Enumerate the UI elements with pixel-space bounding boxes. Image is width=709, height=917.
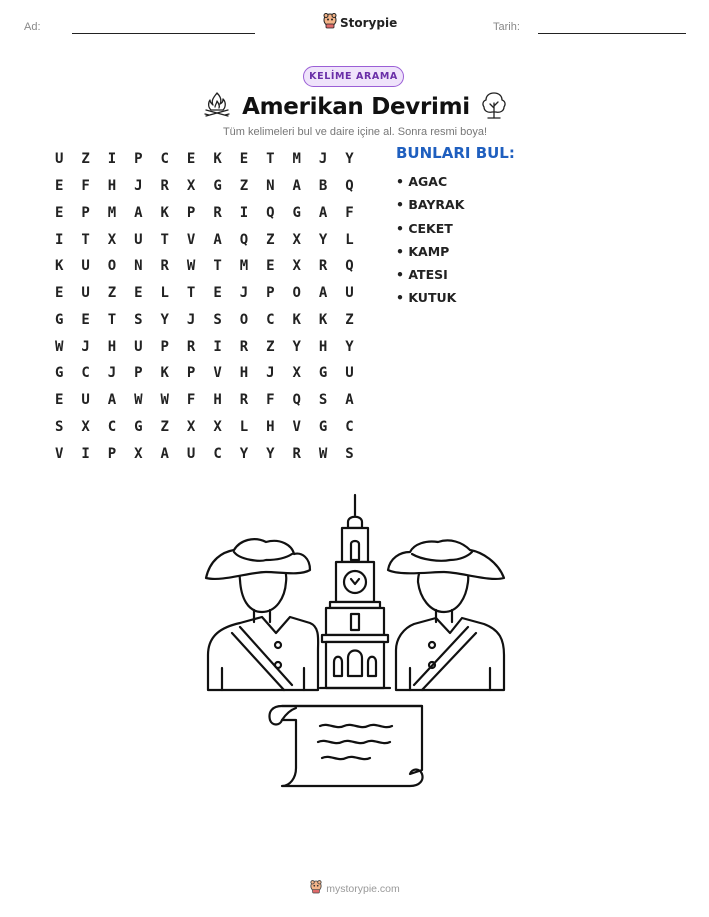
grid-letter[interactable]: L [239,418,249,435]
grid-row [46,146,363,173]
grid-letter[interactable]: Y [318,231,328,248]
date-field-line[interactable] [538,33,686,34]
grid-row [46,440,363,467]
grid-letter[interactable]: V [186,231,196,248]
grid-letter[interactable]: E [266,258,275,275]
grid-letter[interactable]: F [266,392,275,409]
grid-row [46,333,363,360]
grid-letter[interactable]: M [292,151,301,168]
grid-letter[interactable]: J [266,365,275,382]
grid-letter[interactable]: P [186,204,196,221]
grid-letter[interactable]: L [345,231,354,248]
grid-letter[interactable]: M [107,204,117,221]
grid-letter[interactable]: F [81,178,90,195]
brand-logo [323,13,397,32]
name-field-line[interactable] [72,33,255,34]
grid-letter[interactable]: G [318,365,328,382]
grid-letter[interactable]: S [345,445,354,462]
grid-letter[interactable]: U [186,445,196,462]
grid-letter[interactable]: V [213,365,222,382]
grid-letter[interactable]: Z [107,285,117,302]
coloring-illustration [200,490,510,799]
grid-letter[interactable]: K [54,258,64,275]
grid-letter[interactable]: Y [292,338,301,355]
grid-letter[interactable]: X [81,418,90,435]
grid-letter[interactable]: R [160,178,169,195]
grid-letter[interactable]: R [213,204,222,221]
grid-letter[interactable]: O [107,258,117,275]
grid-letter[interactable]: P [266,285,275,302]
grid-letter[interactable]: U [81,392,90,409]
grid-letter[interactable]: S [134,311,143,328]
grid-letter[interactable]: W [160,392,169,409]
grid-letter[interactable]: A [318,204,328,221]
grid-letter[interactable]: Q [266,204,275,221]
grid-letter[interactable]: Z [266,231,275,248]
grid-letter[interactable]: C [266,311,275,328]
word-item: • ATESI [396,267,448,283]
grid-row [46,414,363,441]
grid-letter[interactable]: X [292,365,301,382]
grid-letter[interactable]: N [266,178,275,195]
grid-row [46,360,363,387]
grid-letter[interactable]: Z [345,311,354,328]
grid-letter[interactable]: A [318,285,328,302]
grid-letter[interactable]: A [107,392,117,409]
grid-letter[interactable]: P [107,445,117,462]
grid-letter[interactable]: S [318,392,328,409]
storypie-mascot-icon [323,13,337,32]
storypie-mascot-icon [310,879,322,898]
grid-letter[interactable]: C [107,418,117,435]
grid-letter[interactable]: Q [239,231,249,248]
grid-letter[interactable]: V [54,445,64,462]
grid-letter[interactable]: G [54,311,64,328]
grid-letter[interactable]: Q [345,178,354,195]
grid-letter[interactable]: C [213,445,222,462]
footer [300,879,410,898]
grid-letter[interactable]: E [213,285,222,302]
grid-letter[interactable]: Y [345,338,354,355]
grid-letter[interactable]: H [266,418,275,435]
grid-letter[interactable]: Y [239,445,249,462]
grid-letter[interactable]: J [239,285,249,302]
grid-letter[interactable]: A [213,231,222,248]
grid-letter[interactable]: O [292,285,301,302]
grid-letter[interactable]: T [81,231,90,248]
grid-letter[interactable]: E [54,178,64,195]
grid-letter[interactable]: T [160,231,169,248]
grid-letter[interactable]: X [292,258,301,275]
grid-row [46,387,363,414]
grid-letter[interactable]: Z [266,338,275,355]
grid-letter[interactable]: T [213,258,222,275]
grid-letter[interactable]: I [239,204,249,221]
grid-row [46,173,363,200]
grid-letter[interactable]: U [345,285,354,302]
grid-letter[interactable]: G [213,178,222,195]
grid-letter[interactable]: G [318,418,328,435]
grid-letter[interactable]: R [239,338,249,355]
grid-letter[interactable]: A [160,445,169,462]
word-item: • KAMP [396,243,450,259]
grid-letter[interactable]: P [134,151,143,168]
name-label: Ad: [24,21,41,33]
grid-letter[interactable]: H [107,338,117,355]
grid-letter[interactable]: J [107,365,117,382]
grid-letter[interactable]: W [186,258,196,275]
grid-letter[interactable]: J [134,178,143,195]
grid-letter[interactable]: C [81,365,90,382]
grid-letter[interactable]: G [54,365,64,382]
grid-letter[interactable]: K [213,151,222,168]
clock-tower [320,495,390,688]
word-list [396,170,464,310]
grid-letter[interactable]: H [318,338,328,355]
grid-letter[interactable]: U [134,338,143,355]
grid-letter[interactable]: U [81,258,90,275]
grid-letter[interactable]: X [292,231,301,248]
grid-letter[interactable]: K [318,311,328,328]
grid-letter[interactable]: H [213,392,222,409]
grid-letter[interactable]: X [213,418,222,435]
word-item: • BAYRAK [396,197,465,213]
grid-letter[interactable]: F [186,392,196,409]
grid-letter[interactable]: T [266,151,275,168]
page-title: Amerikan Devrimi [242,94,470,120]
left-soldier-figure [206,539,318,690]
grid-letter[interactable]: Q [292,392,301,409]
instructions: Tüm kelimeleri bul ve daire içine al. Sonra resmi boya! [222,126,488,138]
grid-letter[interactable]: E [186,151,196,168]
grid-letter[interactable]: R [186,338,196,355]
grid-letter[interactable]: R [239,392,249,409]
grid-letter[interactable]: Z [239,178,249,195]
grid-letter[interactable]: R [318,258,328,275]
grid-letter[interactable]: P [81,204,90,221]
grid-letter[interactable]: G [292,204,301,221]
grid-letter[interactable]: T [186,285,196,302]
grid-letter[interactable]: O [239,311,249,328]
grid-letter[interactable]: X [107,231,117,248]
grid-letter[interactable]: I [107,151,117,168]
grid-letter[interactable]: I [213,338,222,355]
grid-letter[interactable]: H [107,178,117,195]
grid-letter[interactable]: X [186,418,196,435]
grid-letter[interactable]: P [134,365,143,382]
word-search-grid [46,146,363,467]
grid-row [46,280,363,307]
grid-letter[interactable]: T [107,311,117,328]
word-item: • CEKET [396,220,453,236]
grid-letter[interactable]: W [134,392,143,409]
grid-letter[interactable]: M [239,258,249,275]
grid-letter[interactable]: F [345,204,354,221]
grid-letter[interactable]: N [134,258,143,275]
grid-letter[interactable]: S [54,418,64,435]
grid-letter[interactable]: K [160,204,169,221]
date-label: Tarih: [493,21,520,33]
grid-letter[interactable]: E [134,285,143,302]
grid-letter[interactable]: B [318,178,328,195]
right-soldier-figure [388,540,504,690]
grid-letter[interactable]: J [318,151,328,168]
grid-letter[interactable]: U [345,365,354,382]
grid-letter[interactable]: P [160,338,169,355]
grid-letter[interactable]: U [81,285,90,302]
campfire-icon [202,90,232,124]
title-row [200,89,510,125]
grid-letter[interactable]: C [160,151,169,168]
grid-letter[interactable]: X [134,445,143,462]
grid-letter[interactable]: A [345,392,354,409]
grid-letter[interactable]: Z [160,418,169,435]
grid-letter[interactable]: K [292,311,301,328]
grid-letter[interactable]: V [292,418,301,435]
grid-letter[interactable]: A [292,178,301,195]
grid-letter[interactable]: R [292,445,301,462]
grid-letter[interactable]: E [239,151,249,168]
grid-letter[interactable]: Z [81,151,90,168]
grid-letter[interactable]: J [186,311,196,328]
grid-row [46,307,363,334]
grid-letter[interactable]: C [345,418,354,435]
grid-letter[interactable]: H [239,365,249,382]
grid-letter[interactable]: E [54,392,64,409]
footer-url[interactable]: mystorypie.com [326,882,400,895]
grid-letter[interactable]: E [54,204,64,221]
grid-row [46,200,363,227]
grid-letter[interactable]: I [54,231,64,248]
grid-letter[interactable]: R [160,258,169,275]
grid-letter[interactable]: Q [345,258,354,275]
grid-letter[interactable]: U [134,231,143,248]
grid-letter[interactable]: X [186,178,196,195]
grid-letter[interactable]: U [54,151,64,168]
grid-letter[interactable]: L [160,285,169,302]
brand-name: Storypie [340,15,398,30]
grid-letter[interactable]: Y [160,311,169,328]
grid-letter[interactable]: S [213,311,222,328]
grid-letter[interactable]: Y [266,445,275,462]
category-badge: KELİME ARAMA [303,66,404,87]
grid-letter[interactable]: W [318,445,328,462]
grid-letter[interactable]: A [134,204,143,221]
grid-letter[interactable]: G [134,418,143,435]
grid-letter[interactable]: P [186,365,196,382]
tree-icon [480,90,508,124]
grid-letter[interactable]: E [54,285,64,302]
grid-row [46,226,363,253]
grid-letter[interactable]: K [160,365,169,382]
grid-letter[interactable]: I [81,445,90,462]
word-item: • AGAC [396,174,448,189]
word-list-title: BUNLARI BUL: [396,144,515,162]
grid-letter[interactable]: Y [345,151,354,168]
grid-letter[interactable]: J [81,338,90,355]
grid-row [46,253,363,280]
word-item: • KUTUK [396,290,457,306]
grid-letter[interactable]: W [54,338,64,355]
grid-letter[interactable]: E [81,311,90,328]
scroll-document [270,706,423,786]
